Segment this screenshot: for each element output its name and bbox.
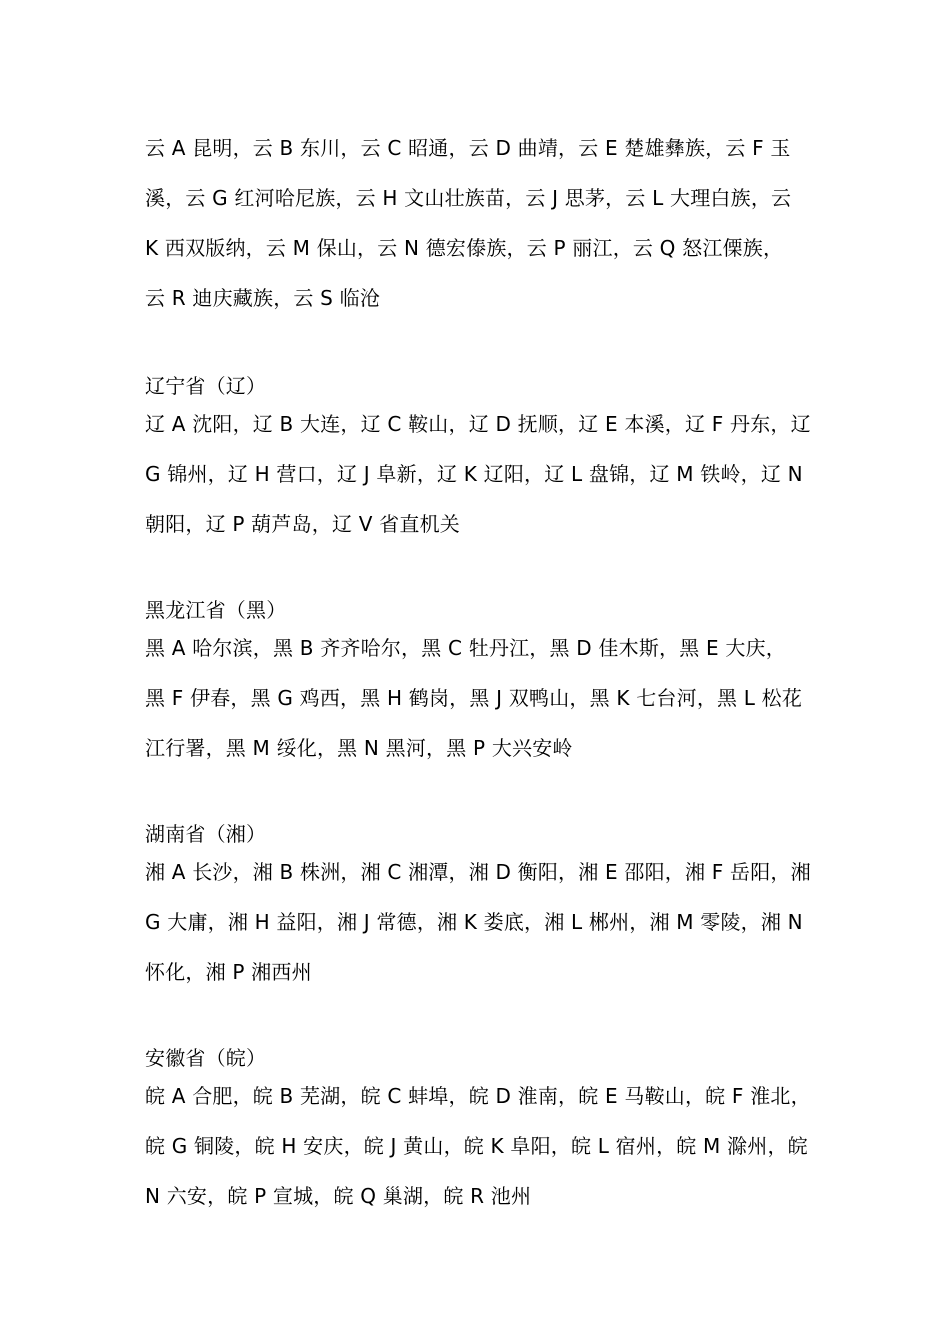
body-line: 皖 G 铜陵，皖 H 安庆，皖 J 黄山，皖 K 阜阳，皖 L 宿州，皖 M 滁州，皖 [145, 1134, 808, 1158]
body-line: 云 R 迪庆藏族，云 S 临沧 [145, 286, 381, 310]
body-line: 怀化，湘 P 湘西州 [145, 960, 312, 984]
body-line: 辽 A 沈阳，辽 B 大连，辽 C 鞍山，辽 D 抚顺，辽 E 本溪，辽 F 丹东，辽 [145, 412, 811, 436]
body-line: 江行署，黑 M 绥化，黑 N 黑河，黑 P 大兴安岭 [145, 736, 573, 760]
body-line: K 西双版纳，云 M 保山，云 N 德宏傣族，云 P 丽江，云 Q 怒江傈族， [145, 236, 784, 260]
section-heading: 黑龙江省（黑） [145, 598, 287, 622]
body-line: 云 A 昆明，云 B 东川，云 C 昭通，云 D 曲靖，云 E 楚雄彝族，云 F 玉 [145, 136, 791, 160]
body-line: 溪，云 G 红河哈尼族，云 H 文山壮族苗，云 J 思茅，云 L 大理白族，云 [145, 186, 792, 210]
body-line: G 锦州，辽 H 营口，辽 J 阜新，辽 K 辽阳，辽 L 盘锦，辽 M 铁岭，辽 N [145, 462, 803, 486]
body-line: N 六安，皖 P 宣城，皖 Q 巢湖，皖 R 池州 [145, 1184, 532, 1208]
body-line: 湘 A 长沙，湘 B 株洲，湘 C 湘潭，湘 D 衡阳，湘 E 邵阳，湘 F 岳阳，湘 [145, 860, 811, 884]
section-heading: 湖南省（湘） [145, 822, 267, 846]
body-line: 皖 A 合肥，皖 B 芜湖，皖 C 蚌埠，皖 D 淮南，皖 E 马鞍山，皖 F 淮北， [145, 1084, 811, 1108]
body-line: G 大庸，湘 H 益阳，湘 J 常德，湘 K 娄底，湘 L 郴州，湘 M 零陵，湘 N [145, 910, 803, 934]
body-line: 黑 F 伊春，黑 G 鸡西，黑 H 鹤岗，黑 J 双鸭山，黑 K 七台河，黑 L 松花 [145, 686, 803, 710]
section-heading: 辽宁省（辽） [145, 374, 267, 398]
section-heading: 安徽省（皖） [145, 1046, 267, 1070]
body-line: 黑 A 哈尔滨，黑 B 齐齐哈尔，黑 C 牡丹江，黑 D 佳木斯，黑 E 大庆， [145, 636, 786, 660]
body-line: 朝阳，辽 P 葫芦岛，辽 V 省直机关 [145, 512, 460, 536]
